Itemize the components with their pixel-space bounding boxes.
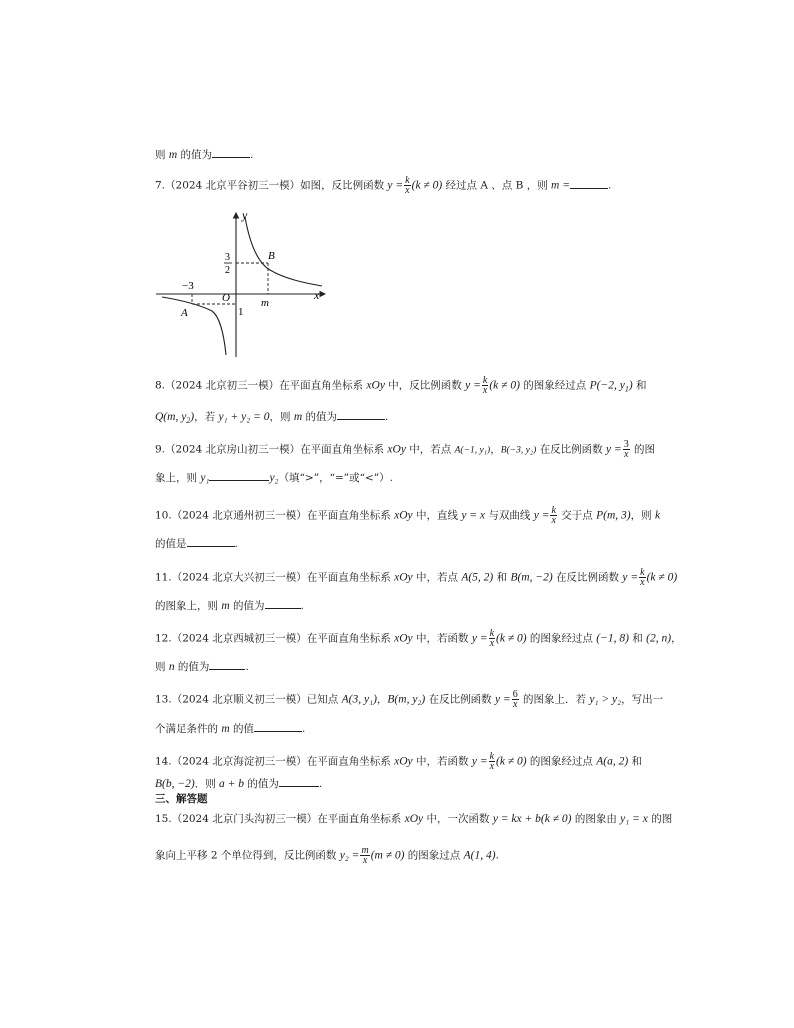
question-9-line-1: 9.（2024 北京房山初三一模）在平面直角坐标系 xOy 中，若点 A(−1, y₁)，B(−3, y₂) 在反比例函数 y = $\frac{3}{x}$ 的图 [155, 439, 656, 460]
hyperbola-branch-3 [162, 297, 226, 355]
question-15-line-2: 象向上平移 2 个单位得到，反比例函数 y₂ = $\frac{m}{x}$ (m ≠ 0) 的图象过点 A(1, 4). [155, 845, 499, 866]
neg3-label: −3 [182, 280, 194, 292]
answer-blank[interactable] [279, 776, 319, 787]
question-11-line-1: 11.（2024 北京大兴初三一模）在平面直角坐标系 xOy 中，若点 A(5, 2) 和 B(m, −2) 在反比例函数 y = $\frac{k}{x}$ (k ≠ 0) [155, 567, 678, 588]
answer-blank[interactable] [212, 147, 250, 158]
question-12-line-1: 12.（2024 北京西城初三一模）在平面直角坐标系 xOy 中，若函数 y = $\frac{k}{x}$ (k ≠ 0) 的图象经过点 (−1, 8) 和 (2, n)， [155, 628, 682, 649]
question-8-line-1: 8.（2024 北京初三一模）在平面直角坐标系 xOy 中，反比例函数 y = $\frac{k}{x}$ (k ≠ 0) 的图象经过点 P(−2, $y_1$) 和 [155, 375, 647, 396]
answer-blank[interactable] [570, 178, 608, 189]
question-11-line-2: 的图象上，则 m 的值为 . [155, 600, 304, 612]
section-heading: 三、解答题 [155, 793, 208, 805]
question-12-line-2: 则 n 的值为 . [155, 661, 249, 673]
fraction: $\frac{k}{x}$ [489, 751, 495, 772]
fraction: $\frac{k}{x}$ [551, 505, 556, 526]
fraction: $\frac{k}{x}$ [489, 628, 495, 649]
fraction: $\frac{k}{x}$ [405, 175, 410, 196]
frac-den-label: 2 [225, 265, 230, 276]
answer-blank[interactable] [254, 721, 302, 732]
answer-blank[interactable] [187, 536, 235, 547]
answer-blank[interactable] [209, 470, 269, 481]
hyperbola-figure [150, 205, 335, 365]
x-axis-label: x [314, 288, 320, 302]
answer-blank[interactable] [209, 659, 245, 670]
y-axis-label: y [242, 208, 248, 222]
question-7: 7.（2024 北京平谷初三一模）如图，反比例函数 y = $\frac{k}{x}$ (k ≠ 0) 经过点 A 、点 B ，则 m = . [155, 175, 612, 196]
fraction: $\frac{m}{x}$ [361, 845, 369, 866]
question-14-line-2: B(b, −2)．则 a + b 的值为 . [155, 778, 323, 790]
fraction: $\frac{k}{x}$ [640, 567, 645, 588]
fraction: $\frac{3}{x}$ [623, 439, 629, 460]
fraction: $\frac{6}{x}$ [512, 689, 518, 710]
question-13-line-2: 个满足条件的 m 的值 . [155, 723, 306, 735]
point-b-label: B [268, 250, 275, 262]
question-15-line-1: 15.（2024 北京门头沟初三一模）在平面直角坐标系 xOy 中，一次函数 y = kx + b(k ≠ 0) 的图象由 y₁ = x 的图 [155, 813, 673, 825]
question-8-line-2: Q(m, $y_2$)，若 y₁ + y₂ = 0，则 m 的值为 . [155, 411, 389, 426]
one-label: 1 [238, 306, 244, 318]
answer-blank[interactable] [265, 598, 301, 609]
question-13-line-1: 13.（2024 北京顺义初三一模）已知点 A(3, y₁)，B(m, y₂) 在反比例函数 y = $\frac{6}{x}$ 的图象上．若 y₁ > y₂，写出一 [155, 689, 664, 710]
origin-label: O [222, 292, 230, 304]
m-label: m [261, 297, 269, 309]
point-a-label: A [181, 307, 188, 319]
fraction: $\frac{k}{x}$ [482, 375, 488, 396]
question-9-line-2: 象上，则 y₁ y₂（填“>”，“=”或“<”）. [155, 472, 394, 484]
frac-num-label: 3 [225, 252, 230, 263]
question-10-line-1: 10.（2024 北京通州初三一模）在平面直角坐标系 xOy 中，直线 y = x 与双曲线 y = $\frac{k}{x}$ 交于点 P(m, 3)，则 k [155, 505, 661, 526]
question-10-line-2: 的值是 . [155, 538, 238, 550]
q6-tail: 则 m 的值为 . [155, 149, 254, 161]
hyperbola-branch-1 [245, 217, 322, 286]
answer-blank[interactable] [337, 409, 385, 420]
question-14-line-1: 14.（2024 北京海淀初三一模）在平面直角坐标系 xOy 中，若函数 y = $\frac{k}{x}$ (k ≠ 0) 的图象经过点 A(a, 2) 和 [155, 751, 643, 772]
